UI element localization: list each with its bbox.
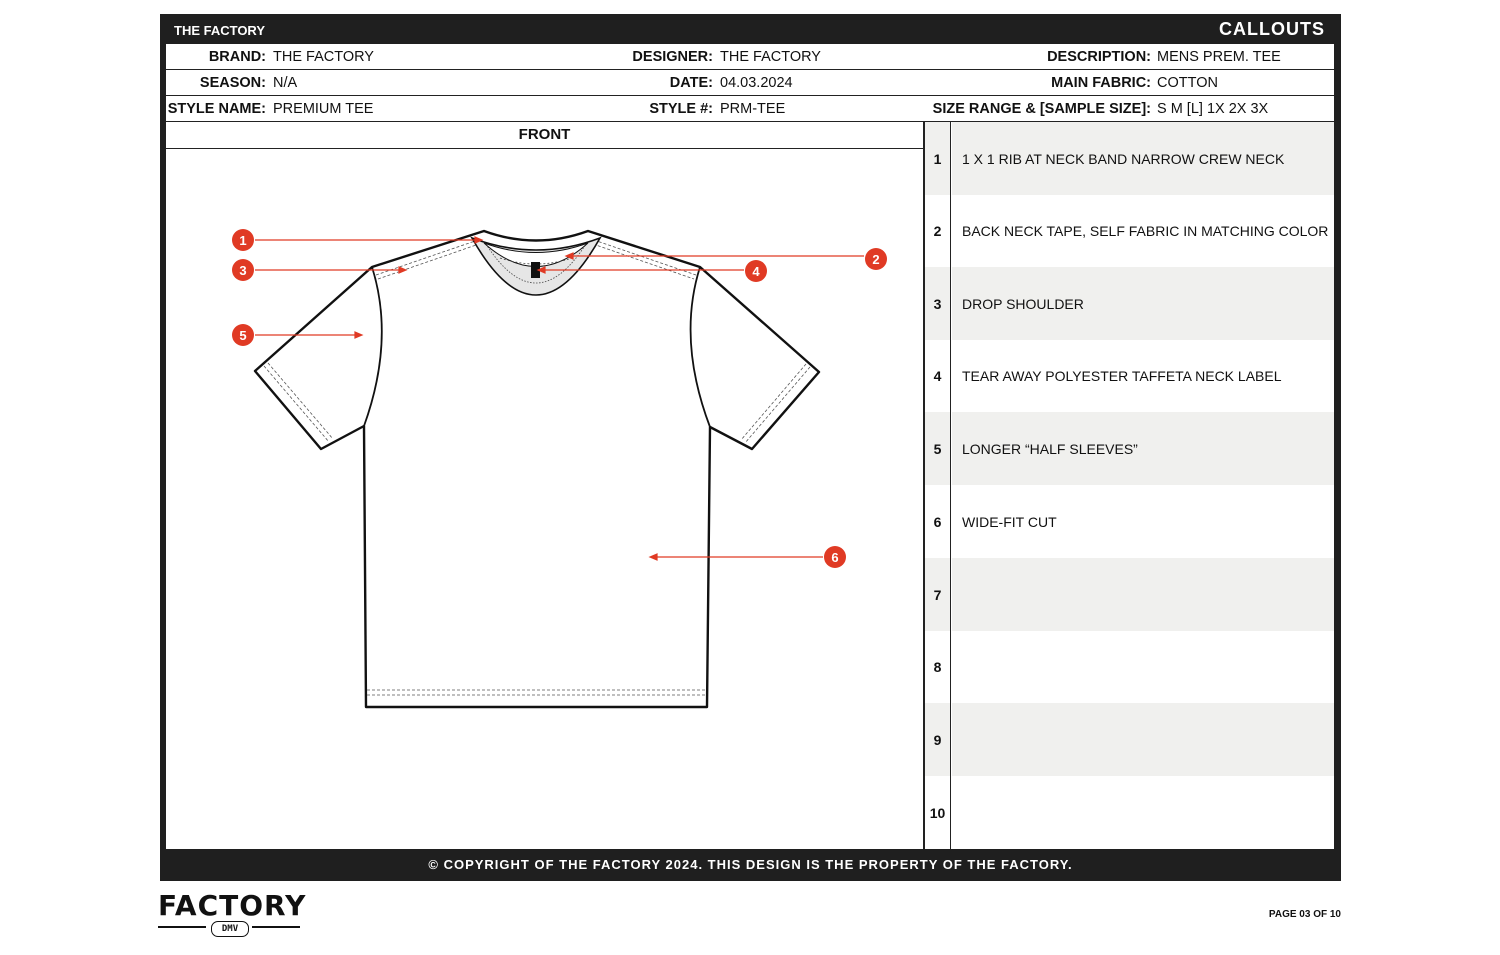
callout-row-10 (925, 776, 1334, 849)
logo-wordmark: FACTORY (158, 889, 307, 922)
brand-label: BRAND: (208, 49, 266, 65)
info-row-2 (166, 70, 1334, 96)
style-name-value: PREMIUM TEE (273, 101, 374, 117)
callout-number: 3 (925, 267, 951, 340)
callout-text (952, 703, 1334, 776)
sheet-body (166, 44, 1334, 849)
season-label: SEASON: (199, 75, 266, 91)
callout-text: TEAR AWAY POLYESTER TAFFETA NECK LABEL (962, 368, 1282, 384)
callout-text (952, 631, 1334, 703)
season-value: N/A (273, 75, 298, 91)
date-label: DATE: (669, 75, 713, 91)
style-name-label: STYLE NAME: (167, 101, 266, 117)
page-number: PAGE 03 OF 10 (1268, 909, 1341, 920)
callout-number: 1 (925, 122, 951, 195)
callouts-list (925, 122, 1334, 849)
callout-number: 10 (925, 776, 951, 849)
callout-text (952, 776, 1334, 849)
front-panel (166, 122, 925, 849)
callout-number: 2 (925, 195, 951, 267)
logo-sub-badge: DMV (211, 921, 249, 937)
callout-number: 8 (925, 631, 951, 703)
callout-row-5 (925, 412, 1334, 485)
callout-row-1 (925, 122, 1334, 195)
callout-text (952, 558, 1334, 631)
info-row-1 (166, 44, 1334, 70)
style-number-label: STYLE #: (649, 101, 713, 117)
designer-value: THE FACTORY (720, 49, 821, 65)
marker-6-number: 6 (831, 550, 839, 565)
callout-text: 1 X 1 RIB AT NECK BAND NARROW CREW NECK (952, 122, 1334, 195)
size-range-value: S M [L] 1X 2X 3X (1157, 101, 1269, 117)
logo-rule-right (252, 926, 300, 928)
marker-5-number: 5 (239, 328, 247, 343)
size-range-label: SIZE RANGE & [SAMPLE SIZE]: (932, 101, 1151, 117)
callout-text: BACK NECK TAPE, SELF FABRIC IN MATCHING COLOR (962, 223, 1329, 239)
callout-row-7 (925, 558, 1334, 631)
style-number-value: PRM-TEE (720, 101, 786, 117)
designer-label: DESIGNER: (632, 49, 713, 65)
section-title: CALLOUTS (1219, 19, 1325, 39)
callout-number: 4 (925, 340, 951, 412)
marker-1-number: 1 (239, 233, 247, 248)
factory-logo (158, 889, 307, 940)
fabric-label: MAIN FABRIC: (1051, 75, 1151, 91)
marker-4-number: 4 (752, 264, 760, 279)
tshirt-outline (255, 231, 819, 707)
description-value: MENS PREM. TEE (1157, 49, 1281, 65)
marker-3-number: 3 (239, 263, 247, 278)
logo-rule-left (158, 926, 206, 928)
callout-row-6 (925, 485, 1334, 558)
callout-text: WIDE-FIT CUT (962, 513, 1057, 530)
tshirt-flat-drawing (166, 150, 923, 848)
callout-text: LONGER “HALF SLEEVES” (952, 412, 1334, 485)
callout-number: 5 (925, 412, 951, 485)
marker-2-number: 2 (872, 252, 880, 267)
copyright-footer: © COPYRIGHT OF THE FACTORY 2024. THIS DESIGN IS THE PROPERTY OF THE FACTORY. (428, 857, 1073, 872)
callout-row-3 (925, 267, 1334, 340)
fabric-value: COTTON (1157, 75, 1218, 91)
description-label: DESCRIPTION: (1047, 49, 1151, 65)
callout-row-4 (925, 340, 1334, 412)
brand-value: THE FACTORY (273, 49, 374, 65)
date-value: 04.03.2024 (720, 75, 793, 91)
spec-sheet (160, 14, 1341, 881)
callout-number: 6 (925, 485, 951, 558)
callout-text: DROP SHOULDER (952, 267, 1334, 340)
callout-number: 7 (925, 558, 951, 631)
info-row-3 (166, 96, 1334, 122)
callout-row-8 (925, 631, 1334, 703)
top-bar (160, 14, 1341, 44)
callout-row-9 (925, 703, 1334, 776)
header-brand: THE FACTORY (174, 23, 266, 38)
callout-number: 9 (925, 703, 951, 776)
callout-row-2 (925, 195, 1334, 267)
front-title: FRONT (166, 122, 923, 149)
